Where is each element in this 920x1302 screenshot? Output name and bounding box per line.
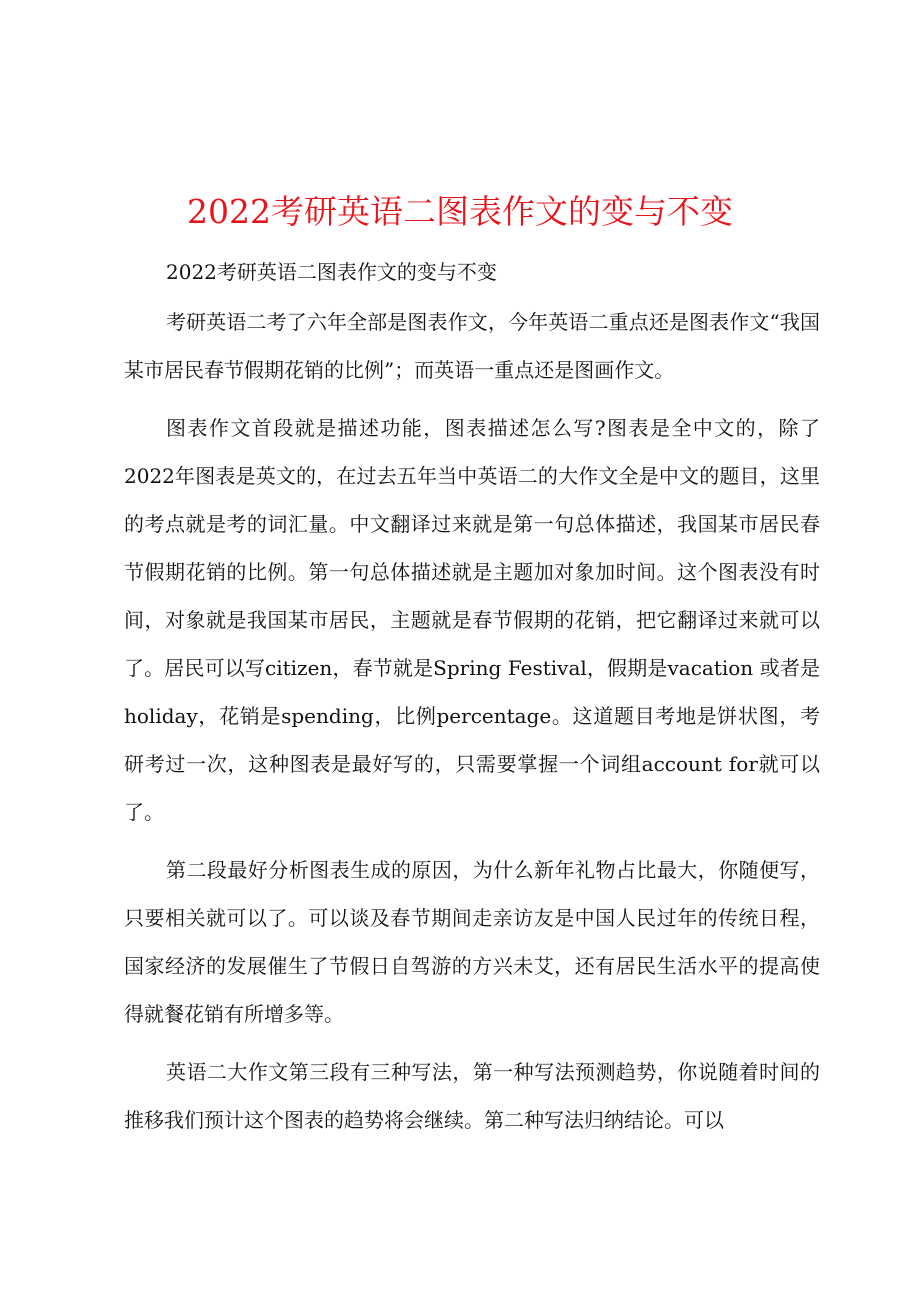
paragraph-second-section: 第二段最好分析图表生成的原因，为什么新年礼物占比最大，你随便写，只要相关就可以了。可以谈及春节期间走亲访友是中国人民过年的传统日程，国家经济的发展催生了节假日自驾游的方兴未艾，还有居民生活水平的提高使得就餐花销有所增多等。 bbox=[124, 858, 820, 1026]
paragraph-first-section: 图表作文首段就是描述功能，图表描述怎么写?图表是全中文的，除了 2022年图表是英文的，在过去五年当中英语二的大作文全是中文的题目，这里的考点就是考的词汇量。中文翻译过来就是第一句总体描述，我国某市居民春节假期花销的比例。第一句总体描述就是主题加对象加时间。这个图表没有时间，对象就是我国某市居民，主题就是春节假期的花销，把它翻译过来就可以了。居民可以写citizen，春节就是Spring Festival，假期是vacation 或者是holiday，花销是spending，比例percentage。这道题目考地是饼状图，考研考过一次，这种图表是最好写的，只需要掌握一个词组account for就可以了。 bbox=[124, 416, 820, 824]
document-body bbox=[124, 252, 820, 1154]
document-subtitle: 2022考研英语二图表作文的变与不变 bbox=[166, 260, 497, 284]
paragraph-third-section: 英语二大作文第三段有三种写法，第一种写法预测趋势，你说随着时间的推移我们预计这个图表的趋势将会继续。第二种写法归纳结论。可以 bbox=[124, 1060, 820, 1132]
paragraph-intro: 考研英语二考了六年全部是图表作文，今年英语二重点还是图表作文“我国某市居民春节假期花销的比例”；而英语一重点还是图画作文。 bbox=[124, 310, 820, 382]
document-title: 2022考研英语二图表作文的变与不变 bbox=[187, 192, 733, 231]
